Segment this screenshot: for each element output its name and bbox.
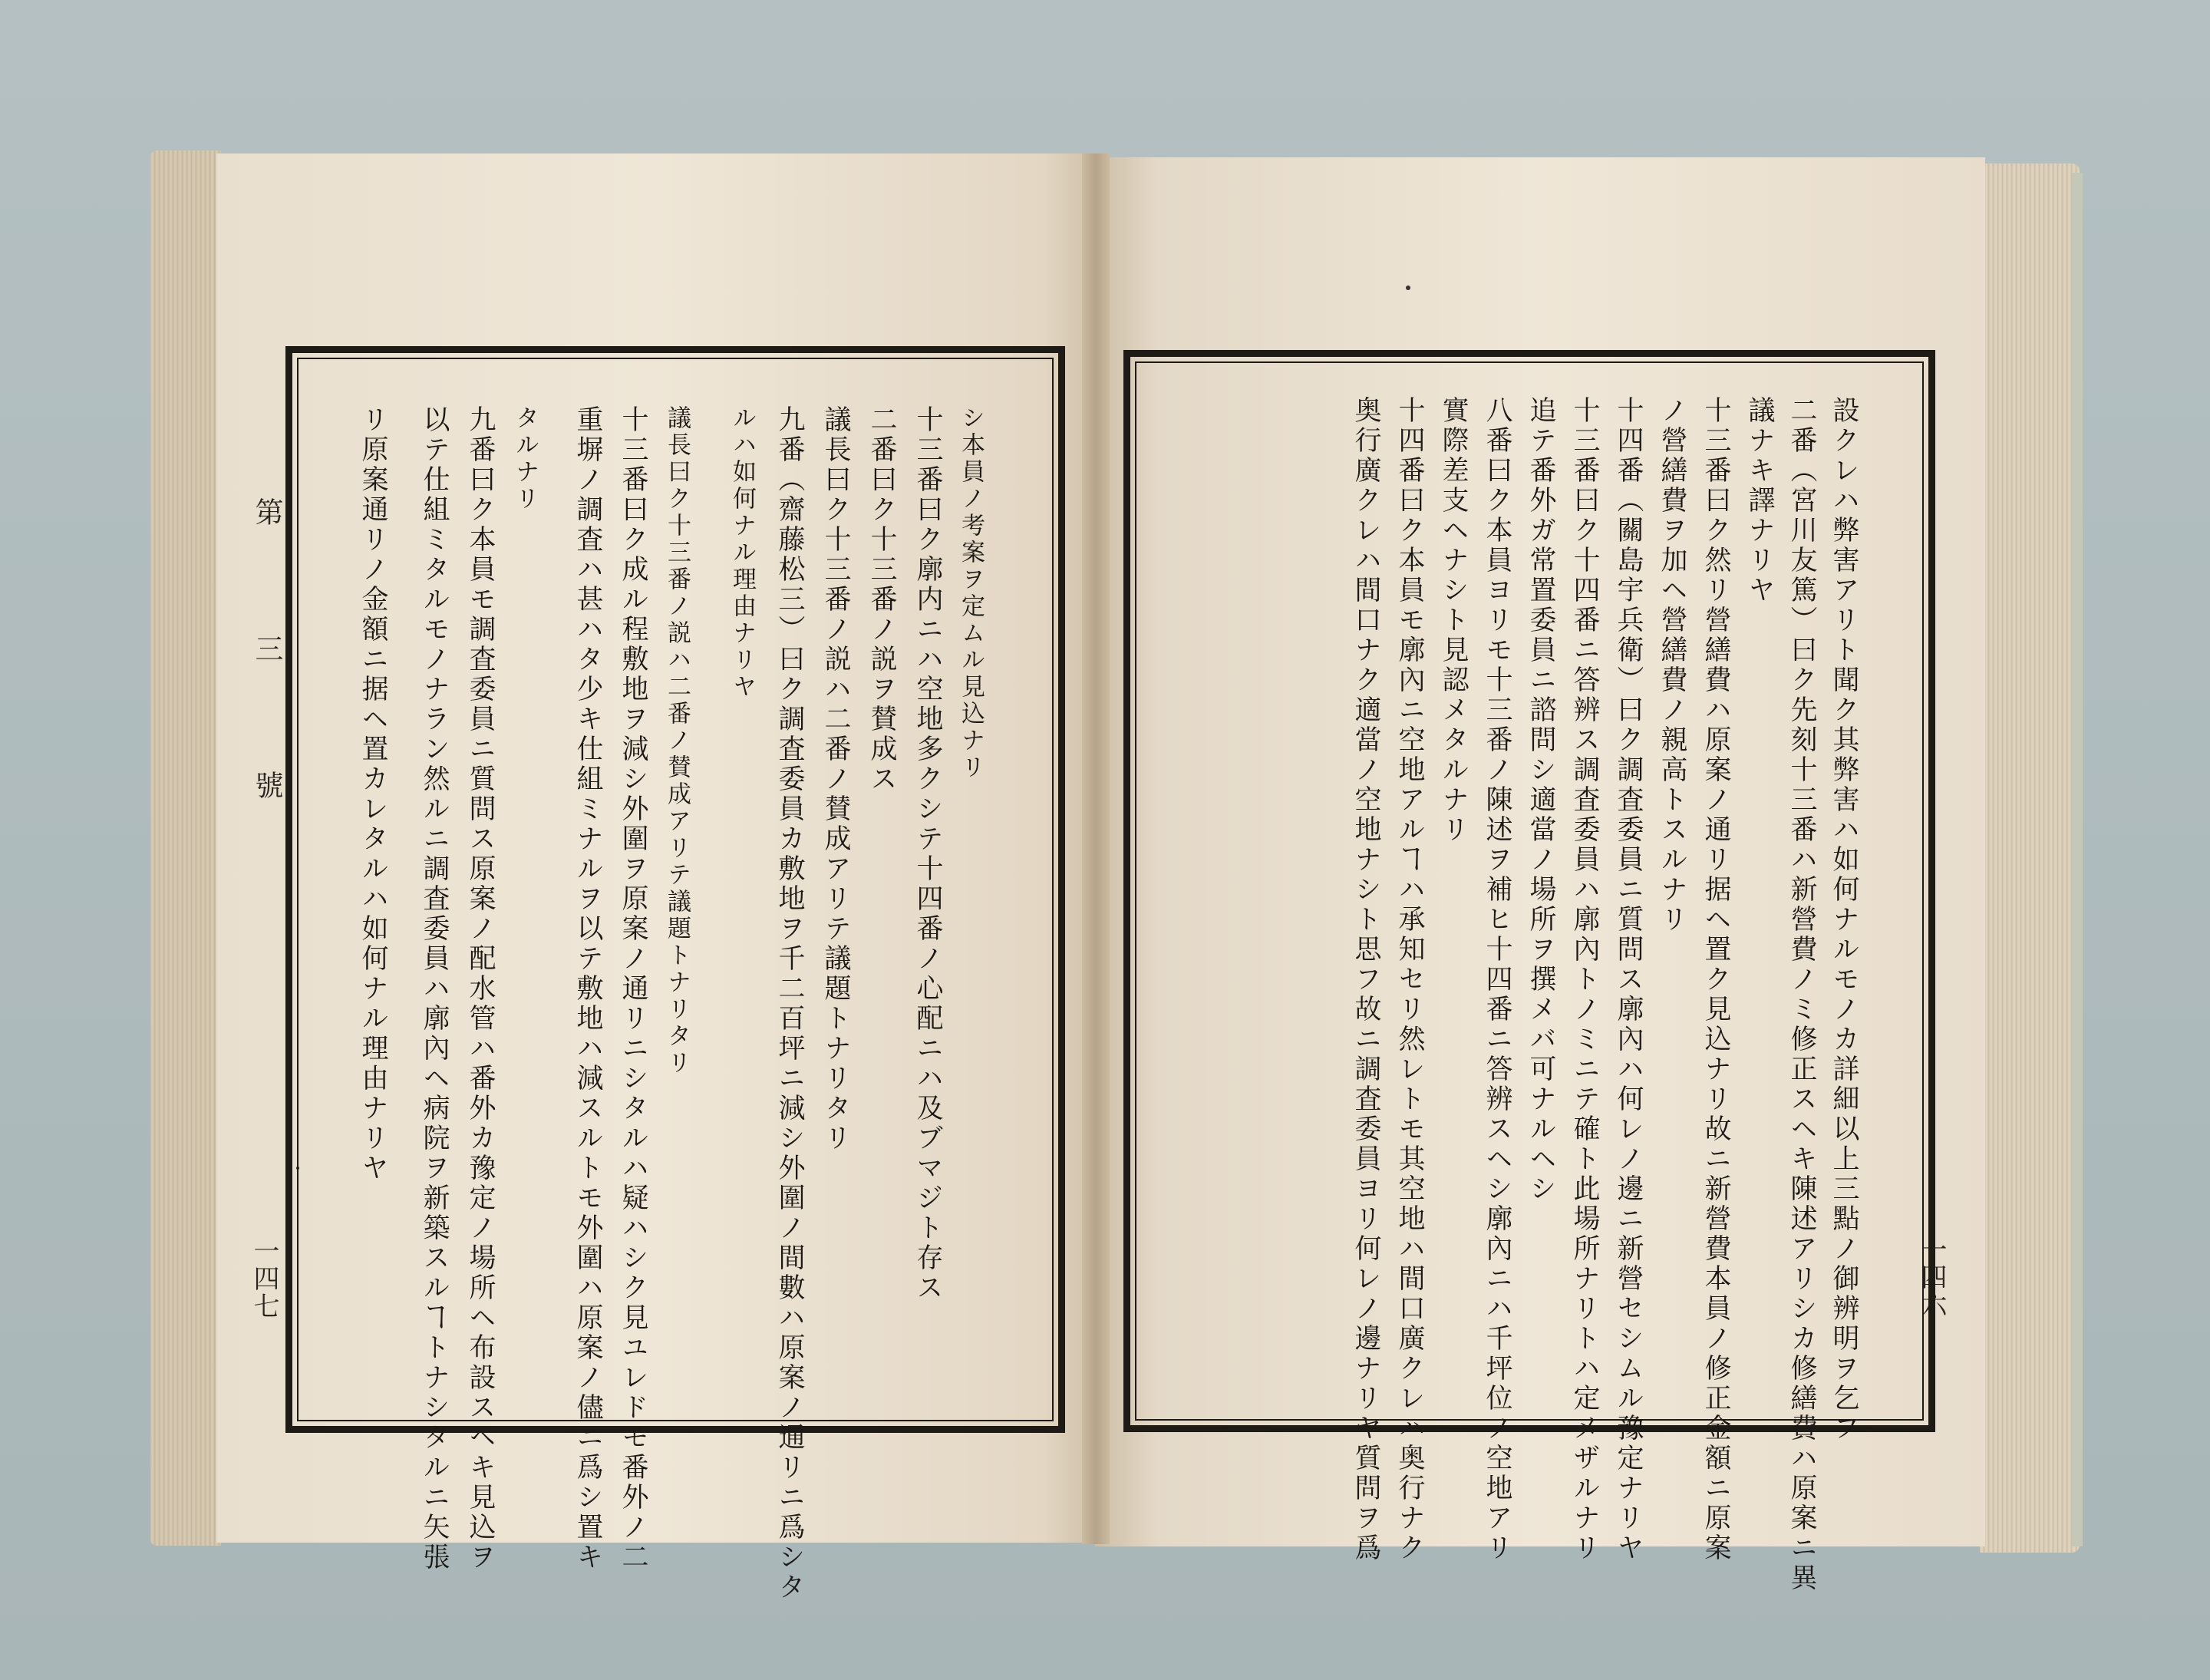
book-cover-edge bbox=[2072, 173, 2083, 1546]
right-column-6: 十四番（關島宇兵衛）曰ク調査委員ニ質問ス廓內ハ何レノ邊ニ新營セシムル豫定ナリヤ bbox=[1613, 396, 1644, 1563]
left-column-6: ルハ如何ナル理由ナリヤ bbox=[728, 405, 756, 701]
left-column-1: シ本員ノ考案ヲ定ムル見込ナリ bbox=[957, 405, 985, 781]
ink-speck bbox=[1406, 286, 1410, 290]
left-column-10: タルナリ bbox=[511, 405, 539, 513]
left-column-4: 議長曰ク十三番ノ説ハ二番ノ賛成アリテ議題トナリタリ bbox=[820, 405, 851, 1154]
left-column-7: 議長曰ク十三番ノ説ハ二番ノ賛成アリテ議題トナリタリ bbox=[663, 405, 691, 1077]
right-column-8: 追テ番外ガ常置委員ニ諮問シ適當ノ場所ヲ撰メバ可ナルヘシ bbox=[1526, 396, 1556, 1204]
right-column-9: 八番曰ク本員ヨリモ十三番ノ陳述ヲ補ヒ十四番ニ答辨スヘシ廓內ニハ千坪位ノ空地アリ bbox=[1482, 396, 1512, 1563]
right-page-edges bbox=[1980, 163, 2080, 1553]
right-column-7: 十三番曰ク十四番ニ答辨ス調査委員ハ廓內トノミニテ確ト此場所ナリトハ定メザルナリ bbox=[1569, 396, 1600, 1563]
left-column-9: 重塀ノ調査ハ甚ハタ少キ仕組ミナルヲ以テ敷地ハ減スルトモ外圍ハ原案ノ儘ニ爲シ置キ bbox=[572, 405, 603, 1573]
page-number-right: 一四六 bbox=[1916, 1236, 1947, 1319]
left-column-13: リ原案通リノ金額ニ据ヘ置カレタルハ如何ナル理由ナリヤ bbox=[358, 405, 388, 1183]
running-title: 第 三 號 bbox=[250, 497, 283, 839]
left-column-3: 二番曰ク十三番ノ説ヲ賛成ス bbox=[866, 405, 897, 794]
right-column-1: 設クレハ弊害アリト聞ク其弊害ハ如何ナルモノカ詳細以上三點ノ御辨明ヲ乞フ bbox=[1829, 396, 1859, 1444]
right-column-10: 實際差支ヘナシト見認メタルナリ bbox=[1438, 396, 1469, 845]
left-column-11: 九番曰ク本員モ調査委員ニ質問ス原案ノ配水管ハ番外カ豫定ノ場所ヘ布設スヘキ見込ヲ bbox=[465, 405, 496, 1573]
left-column-5: 九番（齋藤松三）曰ク調査委員カ敷地ヲ千二百坪ニ減シ外圍ノ間數ハ原案ノ通リニ爲シタ bbox=[774, 405, 805, 1602]
right-column-3: 議ナキ譯ナリヤ bbox=[1744, 396, 1775, 606]
right-column-2: 二番（宮川友篤）曰ク先刻十三番ハ新營費ノミ修正スヘキ陳述アリシカ修繕費ハ原案ニ異 bbox=[1786, 396, 1817, 1593]
left-column-8: 十三番曰ク成ル程敷地ヲ減シ外圍ヲ原案ノ通リニシタルハ疑ハシク見ユレドモ番外ノ二 bbox=[618, 405, 648, 1573]
left-column-12: 以テ仕組ミタルモノナラン然ルニ調査委員ハ廓內ヘ病院ヲ新築スルヿトナシタルニ矢張 bbox=[419, 405, 450, 1573]
right-column-4: 十三番曰ク然リ營繕費ハ原案ノ通リ据ヘ置ク見込ナリ故ニ新營費本員ノ修正金額ニ原案 bbox=[1700, 396, 1731, 1563]
right-column-12: 奥行廣クレハ間口ナク適當ノ空地ナシト思フ故ニ調査委員ヨリ何レノ邊ナリヤ質問ヲ爲 bbox=[1351, 396, 1381, 1563]
right-column-5: ノ營繕費ヲ加ヘ營繕費ノ親高トスルナリ bbox=[1657, 396, 1687, 935]
book-gutter bbox=[1082, 153, 1110, 1544]
right-column-11: 十四番曰ク本員モ廓內ニ空地アルヿハ承知セリ然レトモ其空地ハ間口廣クレハ奥行ナク bbox=[1394, 396, 1425, 1563]
left-column-2: 十三番曰ク廓内ニハ空地多クシテ十四番ノ心配ニハ及ブマジト存ス bbox=[912, 405, 943, 1303]
page-number-left: 一四七 bbox=[249, 1237, 279, 1320]
left-page-edges bbox=[150, 150, 221, 1546]
